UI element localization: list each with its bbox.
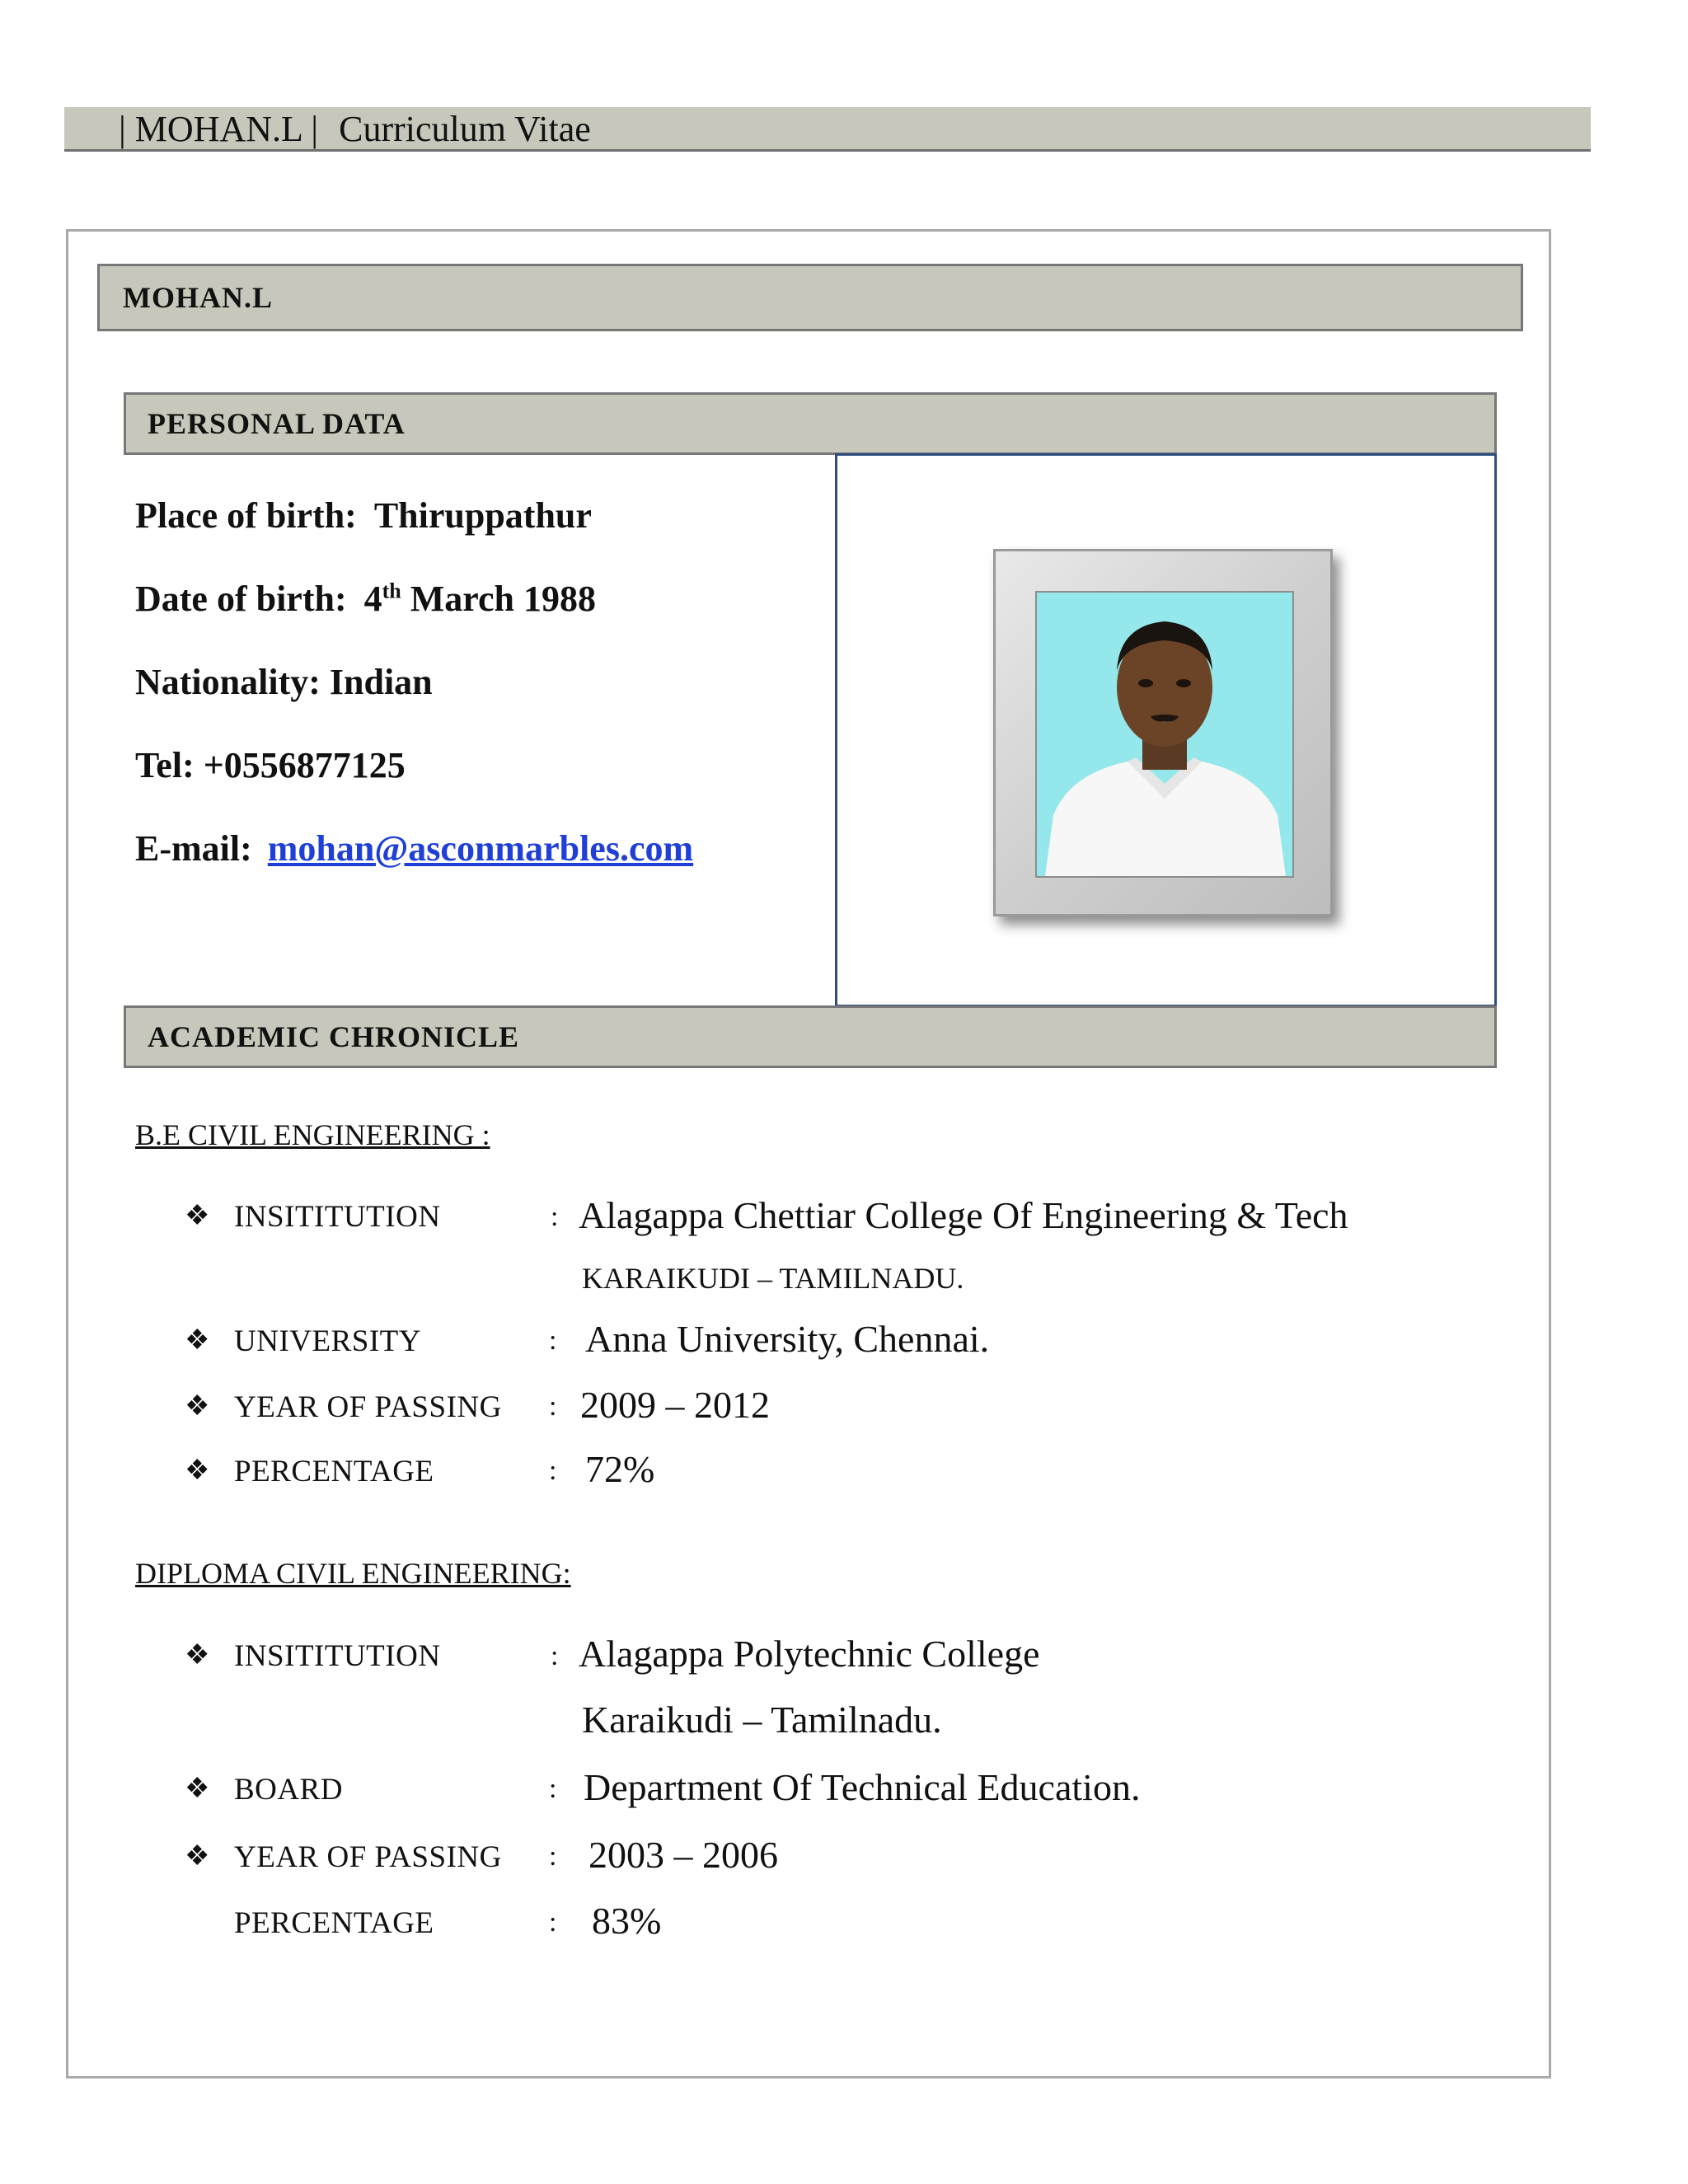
- row-value: Alagappa Polytechnic College: [579, 1633, 1040, 1675]
- row-colon: :: [549, 1907, 557, 1938]
- row-colon: :: [549, 1455, 557, 1486]
- portrait-image: [1037, 593, 1292, 876]
- row-label: YEAR OF PASSING: [234, 1840, 502, 1874]
- tel-label: Tel:: [135, 745, 195, 785]
- row-value-line2: Karaikudi – Tamilnadu.: [582, 1699, 942, 1741]
- section-academic-chronicle: ACADEMIC CHRONICLE: [124, 1005, 1497, 1068]
- profile-photo: [1035, 591, 1294, 878]
- row-value: 2003 – 2006: [588, 1834, 778, 1876]
- row-label: PERCENTAGE: [234, 1906, 434, 1940]
- dob-suffix: th: [382, 579, 401, 603]
- header-name: | MOHAN.L |: [119, 109, 319, 149]
- place-of-birth: [135, 494, 693, 578]
- row-colon: :: [549, 1841, 557, 1872]
- tel-value: +0556877125: [203, 745, 406, 785]
- row-value-line2: KARAIKUDI – TAMILNADU.: [582, 1262, 964, 1295]
- dob-rest: March 1988: [410, 579, 596, 619]
- row-label: UNIVERSITY: [234, 1324, 421, 1358]
- telephone: [135, 744, 693, 827]
- photo-frame: [993, 549, 1333, 916]
- row-value: 83%: [592, 1900, 662, 1942]
- nationality: [135, 661, 693, 744]
- diamond-bullet-icon: ❖: [185, 1841, 210, 1872]
- place-value: Thiruppathur: [373, 495, 592, 536]
- document-header: [64, 107, 1591, 152]
- row-value: Alagappa Chettiar College Of Engineering & Tech: [579, 1194, 1348, 1236]
- diamond-bullet-icon: ❖: [185, 1325, 210, 1356]
- diploma-heading: DIPLOMA CIVIL ENGINEERING:: [135, 1557, 571, 1590]
- row-value: 72%: [585, 1448, 655, 1490]
- row-value: 2009 – 2012: [580, 1384, 770, 1426]
- diamond-bullet-icon: ❖: [185, 1391, 210, 1422]
- row-colon: :: [551, 1641, 559, 1671]
- diamond-bullet-icon: ❖: [185, 1455, 210, 1486]
- nationality-value: Indian: [329, 662, 433, 702]
- row-label: BOARD: [234, 1773, 344, 1807]
- row-colon: :: [551, 1202, 559, 1232]
- row-label: YEAR OF PASSING: [234, 1390, 502, 1424]
- dob-label: Date of birth:: [135, 579, 347, 619]
- diamond-bullet-icon: ❖: [185, 1640, 210, 1671]
- email-link[interactable]: mohan@asconmarbles.com: [267, 828, 694, 869]
- row-colon: :: [549, 1774, 557, 1804]
- date-of-birth: [135, 578, 693, 661]
- dob-day: 4: [363, 579, 382, 619]
- row-label: INSITITUTION: [234, 1639, 441, 1673]
- nationality-label: Nationality:: [135, 662, 321, 702]
- diamond-bullet-icon: ❖: [185, 1201, 210, 1231]
- row-label: INSITITUTION: [234, 1200, 441, 1234]
- row-value: Department Of Technical Education.: [584, 1766, 1141, 1808]
- row-value: Anna University, Chennai.: [585, 1318, 990, 1360]
- name-bar: MOHAN.L: [97, 264, 1523, 331]
- email: [135, 827, 693, 911]
- row-colon: :: [549, 1391, 557, 1422]
- personal-details: [135, 494, 693, 911]
- place-label: Place of birth:: [135, 495, 357, 536]
- header-title: Curriculum Vitae: [339, 109, 591, 149]
- row-colon: :: [549, 1325, 557, 1356]
- section-personal-data: PERSONAL DATA: [124, 392, 1497, 455]
- diamond-bullet-icon: ❖: [185, 1774, 210, 1804]
- email-label: E-mail:: [135, 828, 252, 869]
- row-label: PERCENTAGE: [234, 1455, 434, 1488]
- be-heading: B.E CIVIL ENGINEERING :: [135, 1118, 490, 1151]
